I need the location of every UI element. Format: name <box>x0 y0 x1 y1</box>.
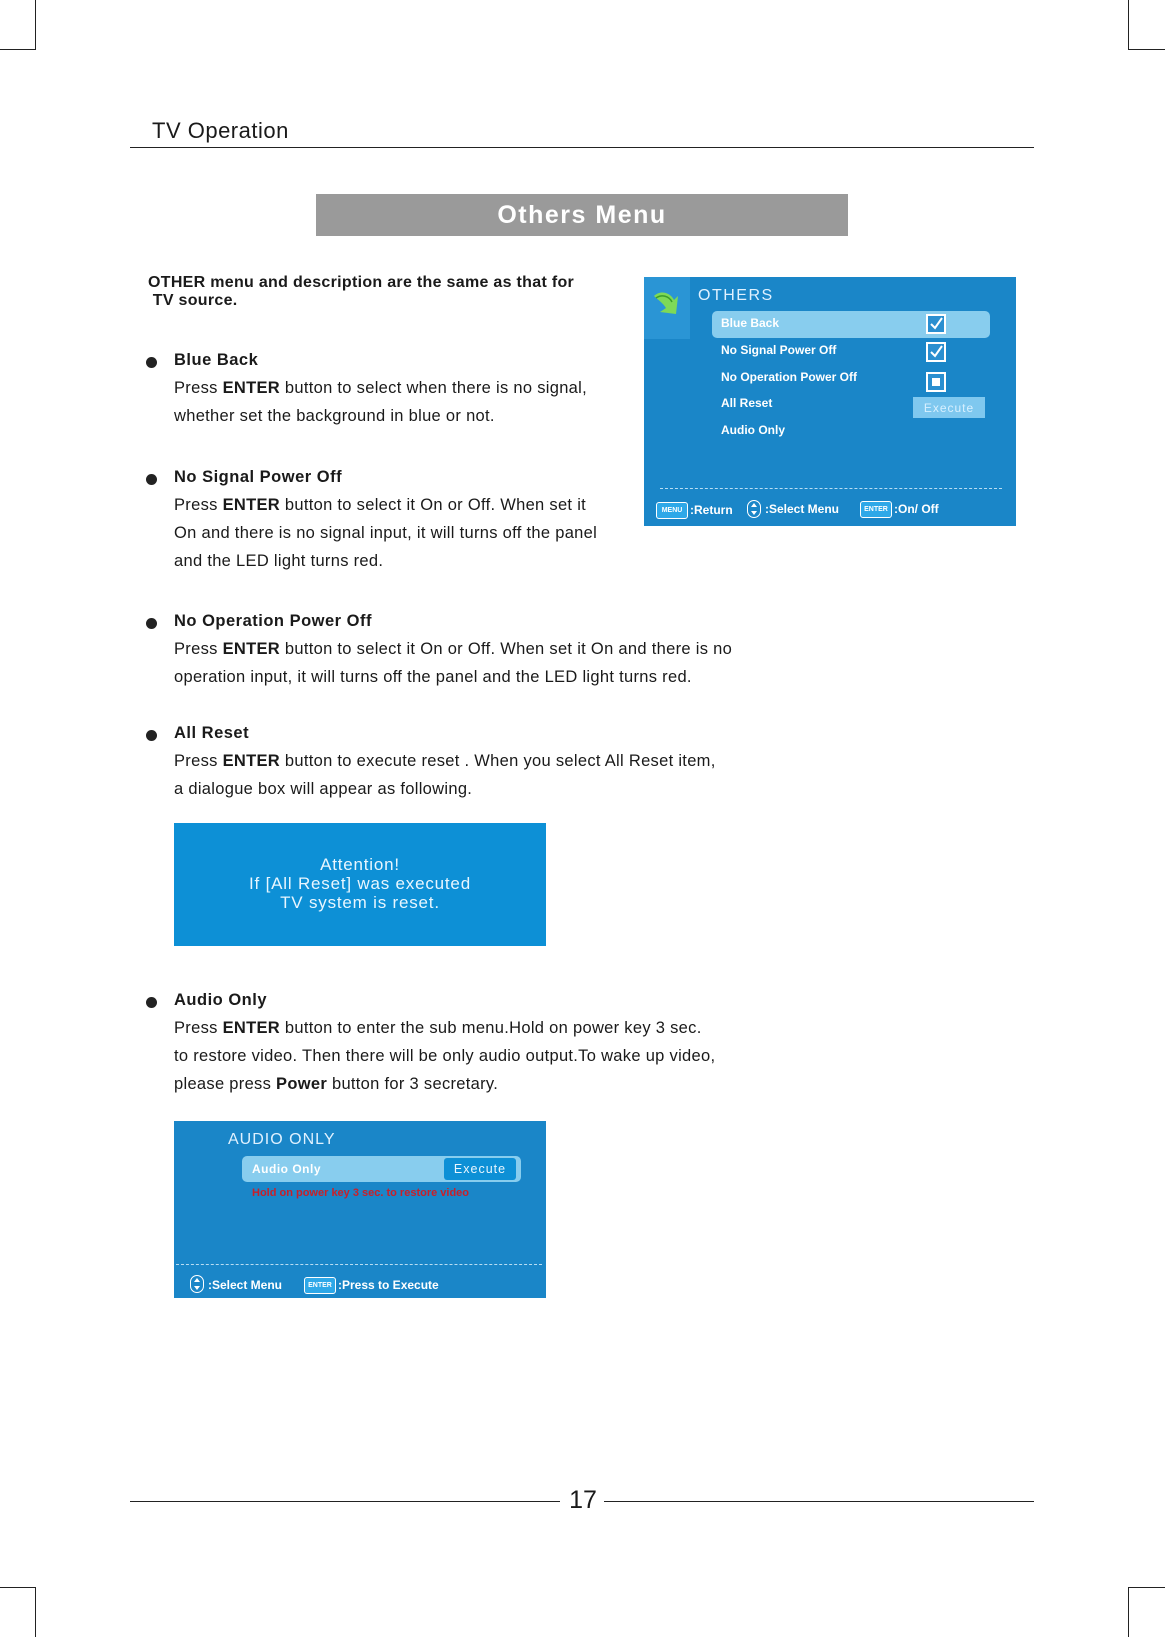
press-execute-hint: :Press to Execute <box>338 1278 439 1292</box>
text: button to select it On or Off. When set it On and there is no <box>279 640 733 658</box>
body-line <box>174 635 794 663</box>
key-name: ENTER <box>222 752 280 770</box>
text: button to execute reset . When you select All Reset item, <box>279 752 716 770</box>
text: whether set the background in blue or not. <box>174 407 495 425</box>
text: operation input, it will turns off the panel and the LED light turns red. <box>174 668 692 686</box>
checkbox-filled-icon[interactable] <box>926 372 946 392</box>
body-line <box>174 1070 794 1098</box>
select-menu-hint: :Select Menu <box>208 1278 283 1292</box>
text: button for 3 secretary. <box>327 1075 499 1093</box>
arrows-glyph <box>191 1276 203 1292</box>
body-line <box>174 1014 794 1042</box>
dashed-divider <box>176 1264 542 1265</box>
page-header: TV Operation <box>152 118 289 143</box>
key-name: ENTER <box>222 640 280 658</box>
attention-message-2: TV system is reset. <box>280 893 440 912</box>
checkmark-icon <box>928 316 944 332</box>
footer-rule-left <box>130 1501 560 1502</box>
bullet-icon <box>146 730 157 741</box>
others-menu-title: OTHERS <box>698 287 774 304</box>
key-name: Power <box>276 1075 328 1093</box>
menu-item-blue-back[interactable]: Blue Back <box>721 316 780 330</box>
intro-line-1: OTHER menu and description are the same as that for <box>148 274 575 291</box>
return-hint: :Return <box>690 503 733 517</box>
text: Press <box>174 379 223 397</box>
text: please press <box>174 1075 277 1093</box>
intro-text <box>148 274 618 310</box>
attention-heading: Attention! <box>320 855 400 874</box>
menu-item-all-reset[interactable]: All Reset <box>721 396 773 410</box>
checkbox-checked-icon[interactable] <box>926 314 946 334</box>
intro-line-2: TV source. <box>148 292 238 309</box>
up-down-arrow-icon <box>190 1275 204 1293</box>
on-off-hint: :On/ Off <box>894 502 939 516</box>
attention-dialog <box>174 823 546 946</box>
audio-execute-button[interactable]: Execute <box>444 1158 516 1180</box>
bullet-icon <box>146 618 157 629</box>
leaf-arrow-icon <box>650 286 684 320</box>
section-title-all-reset: All Reset <box>174 724 250 742</box>
text: Press <box>174 640 223 658</box>
text: button to select when there is no signal, <box>279 379 588 397</box>
body-line <box>174 547 794 575</box>
menu-item-no-operation-power-off[interactable]: No Operation Power Off <box>721 370 858 384</box>
bullet-icon <box>146 474 157 485</box>
attention-message-1: If [All Reset] was executed <box>249 874 471 893</box>
menu-item-audio-only[interactable]: Audio Only <box>721 423 785 437</box>
page-number: 17 <box>569 1486 597 1514</box>
bullet-icon <box>146 997 157 1008</box>
body-line <box>174 747 794 775</box>
text: Press <box>174 752 223 770</box>
crop-mark-tr-h <box>1128 49 1165 50</box>
text: On and there is no signal input, it will turns off the panel <box>174 524 598 542</box>
section-title-audio-only: Audio Only <box>174 991 267 1009</box>
arrows-glyph <box>748 501 760 517</box>
section-title-no-operation: No Operation Power Off <box>174 612 373 630</box>
crop-mark-br-h <box>1128 1587 1165 1588</box>
crop-mark-bl-h <box>0 1587 36 1588</box>
audio-only-item: Audio Only <box>252 1162 321 1176</box>
restore-video-note: Hold on power key 3 sec. to restore video <box>252 1187 470 1199</box>
section-body-all-reset <box>174 747 794 803</box>
menu-key-icon: MENU <box>656 502 688 519</box>
body-line <box>174 775 794 803</box>
key-name: ENTER <box>222 379 280 397</box>
up-down-arrow-icon <box>747 500 761 518</box>
body-line <box>174 663 794 691</box>
checkbox-fill <box>932 378 940 386</box>
dashed-divider <box>660 488 1002 489</box>
body-line <box>174 1042 794 1070</box>
key-name: ENTER <box>222 496 280 514</box>
text: to restore video. Then there will be only audio output.To wake up video, <box>174 1047 716 1065</box>
crop-mark-tr-v <box>1128 0 1129 50</box>
section-title-blue-back: Blue Back <box>174 351 259 369</box>
enter-key-icon: ENTER <box>304 1277 336 1294</box>
select-menu-hint: :Select Menu <box>765 502 840 516</box>
page-title: Others Menu <box>316 194 848 236</box>
enter-key-icon: ENTER <box>860 501 892 518</box>
text: Press <box>174 1019 223 1037</box>
text: and the LED light turns red. <box>174 552 384 570</box>
header-rule <box>130 147 1034 148</box>
audio-only-title: AUDIO ONLY <box>228 1131 336 1148</box>
crop-mark-tl-h <box>0 49 36 50</box>
section-body-audio-only <box>174 1014 794 1098</box>
footer-rule-right <box>604 1501 1034 1502</box>
section-title-no-signal: No Signal Power Off <box>174 468 343 486</box>
key-name: ENTER <box>222 1019 280 1037</box>
bullet-icon <box>146 357 157 368</box>
text: button to select it On or Off. When set it <box>279 496 587 514</box>
section-body-no-operation <box>174 635 794 691</box>
text: Press <box>174 496 223 514</box>
checkmark-icon <box>928 344 944 360</box>
crop-mark-br-v <box>1128 1587 1129 1637</box>
crop-mark-bl-v <box>35 1587 36 1637</box>
text: button to enter the sub menu.Hold on power key 3 sec. <box>279 1019 702 1037</box>
crop-mark-tl-v <box>35 0 36 50</box>
text: a dialogue box will appear as following. <box>174 780 473 798</box>
checkbox-checked-icon[interactable] <box>926 342 946 362</box>
menu-item-no-signal-power-off[interactable]: No Signal Power Off <box>721 343 837 357</box>
execute-button[interactable]: Execute <box>913 397 985 418</box>
